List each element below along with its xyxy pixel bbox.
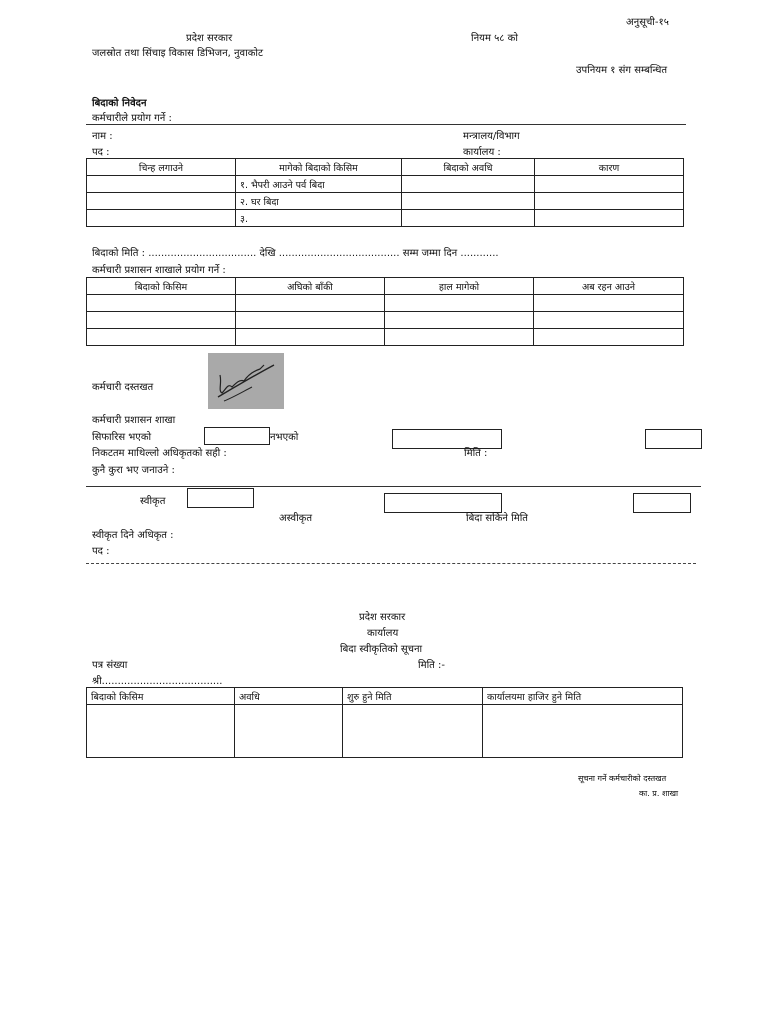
column-header: अब रहन आउने: [534, 278, 684, 295]
leave-request-table: [86, 158, 684, 227]
column-header: अवधि: [235, 688, 343, 705]
divider: [86, 124, 686, 125]
approver-post-label: पद :: [92, 546, 110, 557]
employee-use-label: कर्मचारीले प्रयोग गर्ने :: [92, 113, 172, 124]
divider: [86, 486, 701, 487]
table-cell[interactable]: [236, 295, 385, 312]
admin-branch-label: कर्मचारी प्रशासन शाखा: [92, 415, 176, 426]
table-cell[interactable]: [343, 705, 483, 758]
notifier-signature-label: सूचना गर्ने कर्मचारीको दस्तखत: [578, 774, 667, 783]
table-cell[interactable]: [534, 312, 684, 329]
notice-title: बिदा स्वीकृतिको सूचना: [340, 644, 423, 655]
leave-approval-table: [86, 687, 683, 758]
table-cell[interactable]: [534, 329, 684, 346]
column-header: बिदाको किसिम: [87, 688, 235, 705]
table-cell[interactable]: [385, 312, 534, 329]
table-cell[interactable]: [385, 295, 534, 312]
post-label: पद :: [92, 147, 110, 158]
table-header-row: [87, 688, 683, 705]
remarks-label: कुनै कुरा भए जनाउने :: [92, 465, 175, 476]
table-cell: २. घर बिदा: [236, 193, 402, 210]
rule-reference: नियम ५८ को: [471, 33, 518, 44]
date-label: मिति :: [464, 448, 488, 459]
column-header: कार्यालयमा हाजिर हुने मिति: [483, 688, 683, 705]
column-header: शुरु हुने मिति: [343, 688, 483, 705]
table-cell: ३.: [236, 210, 402, 227]
handwritten-signature-icon: [208, 353, 284, 409]
table-cell[interactable]: [87, 193, 236, 210]
table-cell[interactable]: [236, 329, 385, 346]
approving-officer-label: स्वीकृत दिने अधिकृत :: [92, 530, 174, 541]
column-header: बिदाको किसिम: [87, 278, 236, 295]
notice-date-label: मिति :-: [418, 660, 446, 671]
letter-number-label: पत्र संख्या: [92, 660, 128, 671]
recommendation-date-field[interactable]: [645, 429, 702, 449]
table-cell[interactable]: [385, 329, 534, 346]
table-cell: १. भैपरी आउने पर्व बिदा: [236, 176, 402, 193]
column-header: हाल मागेको: [385, 278, 534, 295]
ministry-label: मन्त्रालय/विभाग: [463, 131, 520, 142]
table-row: [87, 295, 684, 312]
table-cell[interactable]: [402, 210, 535, 227]
table-cell[interactable]: [87, 176, 236, 193]
table-row: [87, 176, 684, 193]
notice-govt-heading: प्रदेश सरकार: [359, 612, 406, 623]
table-cell[interactable]: [87, 329, 236, 346]
recommended-checkbox[interactable]: [204, 427, 270, 445]
govt-heading: प्रदेश सरकार: [186, 33, 233, 44]
column-header: चिन्ह लगाउने: [87, 159, 236, 176]
table-cell[interactable]: [87, 312, 236, 329]
approved-label: स्वीकृत: [140, 496, 166, 507]
table-cell[interactable]: [87, 705, 235, 758]
leave-end-date-field[interactable]: [633, 493, 691, 513]
table-cell[interactable]: [235, 705, 343, 758]
table-cell[interactable]: [534, 295, 684, 312]
table-cell[interactable]: [87, 295, 236, 312]
leave-end-date-label: बिदा सकिने मिति: [466, 513, 528, 524]
rejected-label: अस्वीकृत: [279, 513, 313, 524]
notice-branch-label: का. प्र. शाखा: [639, 789, 679, 798]
not-recommended-label: नभएको: [270, 432, 299, 443]
admin-use-label: कर्मचारी प्रशासन शाखाले प्रयोग गर्ने :: [92, 265, 226, 276]
form-title: बिदाको निवेदन: [92, 98, 147, 109]
table-row: [87, 210, 684, 227]
notice-office-heading: कार्यालय: [367, 628, 399, 639]
table-cell[interactable]: [483, 705, 683, 758]
recommended-label: सिफारिस भएको: [92, 432, 152, 443]
leave-balance-table: [86, 277, 684, 346]
signature-image: [208, 353, 284, 409]
table-header-row: [87, 159, 684, 176]
table-cell[interactable]: [535, 176, 684, 193]
table-cell[interactable]: [535, 210, 684, 227]
recipient-line: श्री......................................: [92, 676, 223, 687]
office-label: कार्यालय :: [463, 147, 501, 158]
table-row: [87, 705, 683, 758]
schedule-number: अनुसूची-१५: [626, 17, 669, 28]
table-cell[interactable]: [535, 193, 684, 210]
table-cell[interactable]: [236, 312, 385, 329]
table-row: [87, 312, 684, 329]
approved-checkbox[interactable]: [187, 488, 254, 508]
official-signature-label: निकटतम माथिल्लो अधिकृतको सही :: [92, 448, 227, 459]
table-cell[interactable]: [87, 210, 236, 227]
table-cell[interactable]: [402, 193, 535, 210]
name-label: नाम :: [92, 131, 113, 142]
subrule-reference: उपनियम १ संग सम्बन्धित: [576, 65, 668, 76]
cut-line: [86, 563, 696, 564]
column-header: कारण: [535, 159, 684, 176]
column-header: मागेको बिदाको किसिम: [236, 159, 402, 176]
column-header: बिदाको अवधि: [402, 159, 535, 176]
column-header: अघिको बाँकी: [236, 278, 385, 295]
table-cell[interactable]: [402, 176, 535, 193]
office-name: जलस्रोत तथा सिंचाइ विकास डिभिजन, नुवाकोट: [92, 48, 264, 59]
leave-date-line: बिदाको मिति : .................................. देखि ...................................... सम्म जम्मा दिन ............: [92, 248, 499, 259]
employee-signature-label: कर्मचारी दस्तखत: [92, 382, 154, 393]
table-row: [87, 329, 684, 346]
table-header-row: [87, 278, 684, 295]
table-row: [87, 193, 684, 210]
